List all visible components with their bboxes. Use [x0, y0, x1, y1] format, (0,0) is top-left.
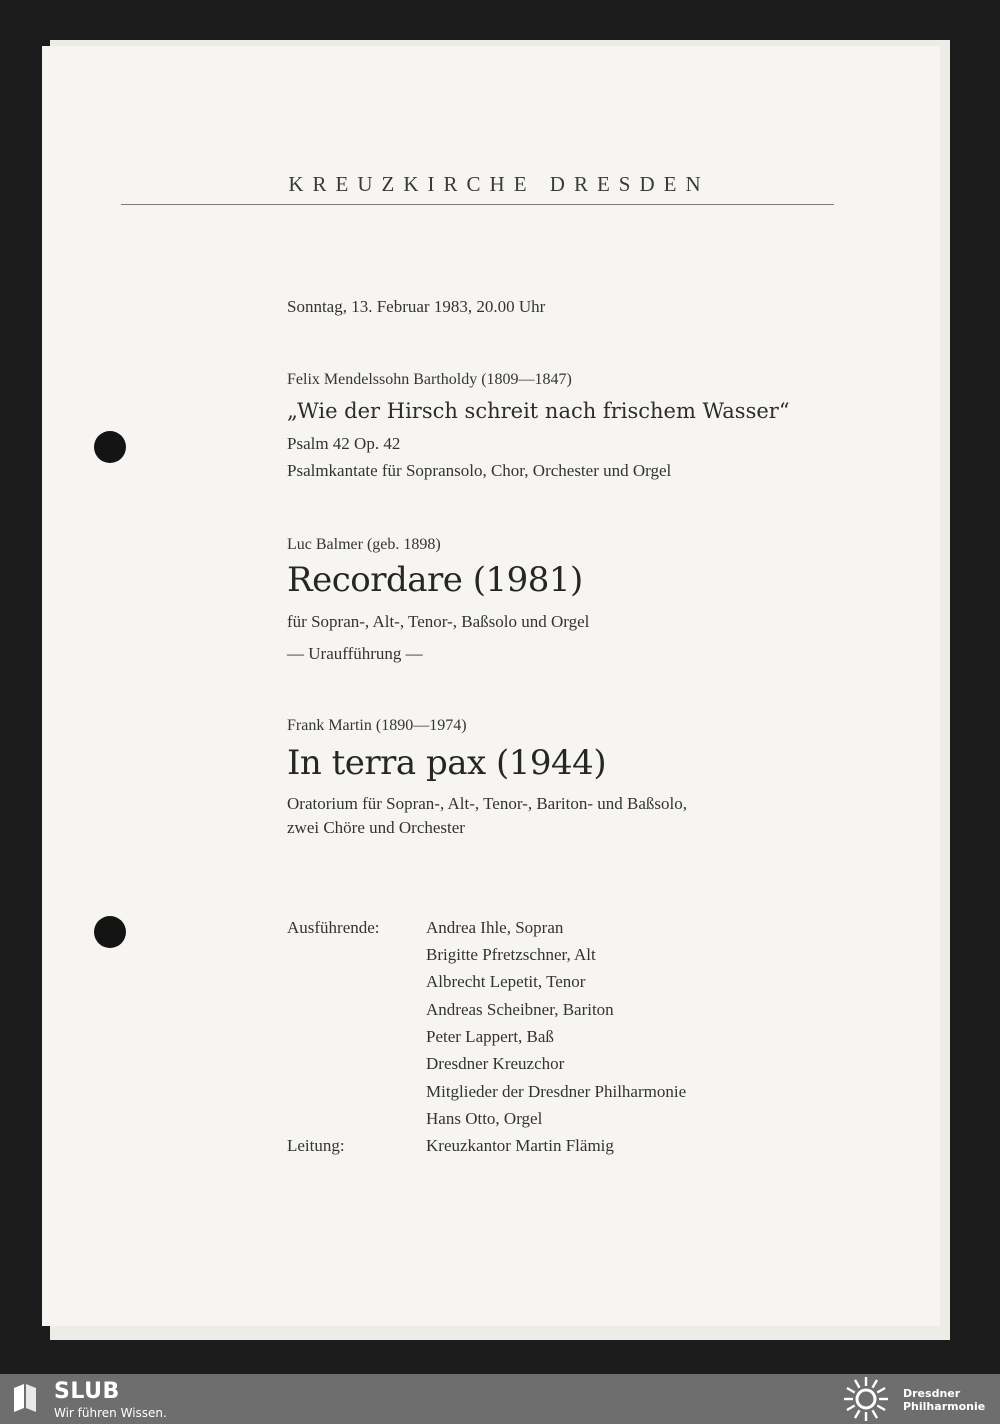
punch-hole-icon [94, 916, 126, 948]
header-divider [121, 204, 834, 205]
performer-name: Andrea Ihle, Sopran [426, 918, 564, 937]
work-title-1: „Wie der Hirsch schreit nach frischem Wasser“ [287, 399, 790, 423]
performer-name: Dresdner Kreuzchor [426, 1054, 565, 1073]
program-sheet [42, 46, 940, 1326]
composer-1: Felix Mendelssohn Bartholdy (1809—1847) [287, 371, 572, 388]
slub-tagline: Wir führen Wissen. [54, 1406, 167, 1420]
conductor-label: Leitung: [287, 1136, 345, 1155]
performer-name: Brigitte Pfretzschner, Alt [426, 945, 596, 964]
performer-name: Andreas Scheibner, Bariton [426, 1000, 614, 1019]
work-3-line-2: zwei Chöre und Orchester [287, 818, 465, 837]
performer-name: Mitglieder der Dresdner Philharmonie [426, 1082, 687, 1101]
work-3-line-1: Oratorium für Sopran-, Alt-, Tenor-, Bariton- und Baßsolo, [287, 794, 687, 813]
footer-bar [0, 1374, 1000, 1424]
sunburst-logo-icon[interactable] [842, 1376, 890, 1422]
punch-hole-icon [94, 431, 126, 463]
book-icon [12, 1382, 38, 1412]
date-line: Sonntag, 13. Februar 1983, 20.00 Uhr [287, 297, 546, 316]
work-title-2: Recordare (1981) [287, 560, 583, 600]
composer-2: Luc Balmer (geb. 1898) [287, 536, 441, 553]
philharmonie-line-1: Dresdner [903, 1387, 961, 1400]
work-title-3: In terra pax (1944) [287, 743, 607, 783]
work-2-line-1: für Sopran-, Alt-, Tenor-, Baßsolo und Orgel [287, 612, 590, 631]
performers-label: Ausführende: [287, 918, 380, 937]
composer-3: Frank Martin (1890—1974) [287, 717, 467, 734]
performer-name: Albrecht Lepetit, Tenor [426, 972, 586, 991]
philharmonie-logo-text [903, 1387, 985, 1413]
conductor-name: Kreuzkantor Martin Flämig [426, 1136, 614, 1155]
philharmonie-line-2: Philharmonie [903, 1400, 986, 1413]
work-2-line-2: — Uraufführung — [287, 644, 423, 663]
performer-name: Hans Otto, Orgel [426, 1109, 543, 1128]
work-1-line-2: Psalmkantate für Sopransolo, Chor, Orchester und Orgel [287, 461, 672, 480]
work-1-line-1: Psalm 42 Op. 42 [287, 434, 401, 453]
slub-logo-text[interactable]: SLUB [54, 1379, 120, 1404]
page-title: KREUZKIRCHE DRESDEN [288, 172, 710, 196]
performer-name: Peter Lappert, Baß [426, 1027, 554, 1046]
